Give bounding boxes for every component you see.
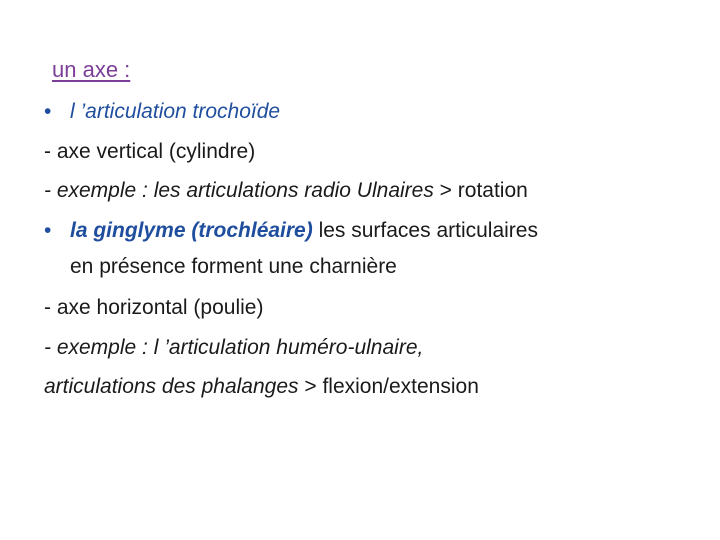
bullet-line-trochoide xyxy=(44,99,280,125)
phalanges-line xyxy=(44,374,479,400)
phalanges-text: articulations des phalanges xyxy=(44,375,299,398)
charniere-line: en présence forment une charnière xyxy=(70,255,397,278)
bullet-line-ginglyme xyxy=(44,218,538,244)
axe-vertical-line: - axe vertical (cylindre) xyxy=(44,140,256,163)
axe-horizontal-line: - axe horizontal (poulie) xyxy=(44,296,264,319)
bullet-dot: • xyxy=(44,100,52,123)
surfaces-articulaires-text: les surfaces articulaires xyxy=(312,219,538,242)
exemple-humero-ulnaire-line: - exemple : l ’articulation huméro-ulnaire, xyxy=(44,336,424,359)
ginglyme-heading: la ginglyme (trochléaire) xyxy=(70,219,313,242)
flexion-extension-text: > flexion/extension xyxy=(298,375,479,398)
slide-title: un axe : xyxy=(52,57,131,82)
bullet-dot: • xyxy=(44,219,52,242)
rotation-text: > rotation xyxy=(433,179,528,202)
exemple-radio-ulnaires-text: - exemple : les articulations radio Ulnaires xyxy=(44,179,434,202)
exemple-radio-ulnaires-line xyxy=(44,178,528,204)
trochoide-heading: l ’articulation trochoïde xyxy=(70,100,281,123)
